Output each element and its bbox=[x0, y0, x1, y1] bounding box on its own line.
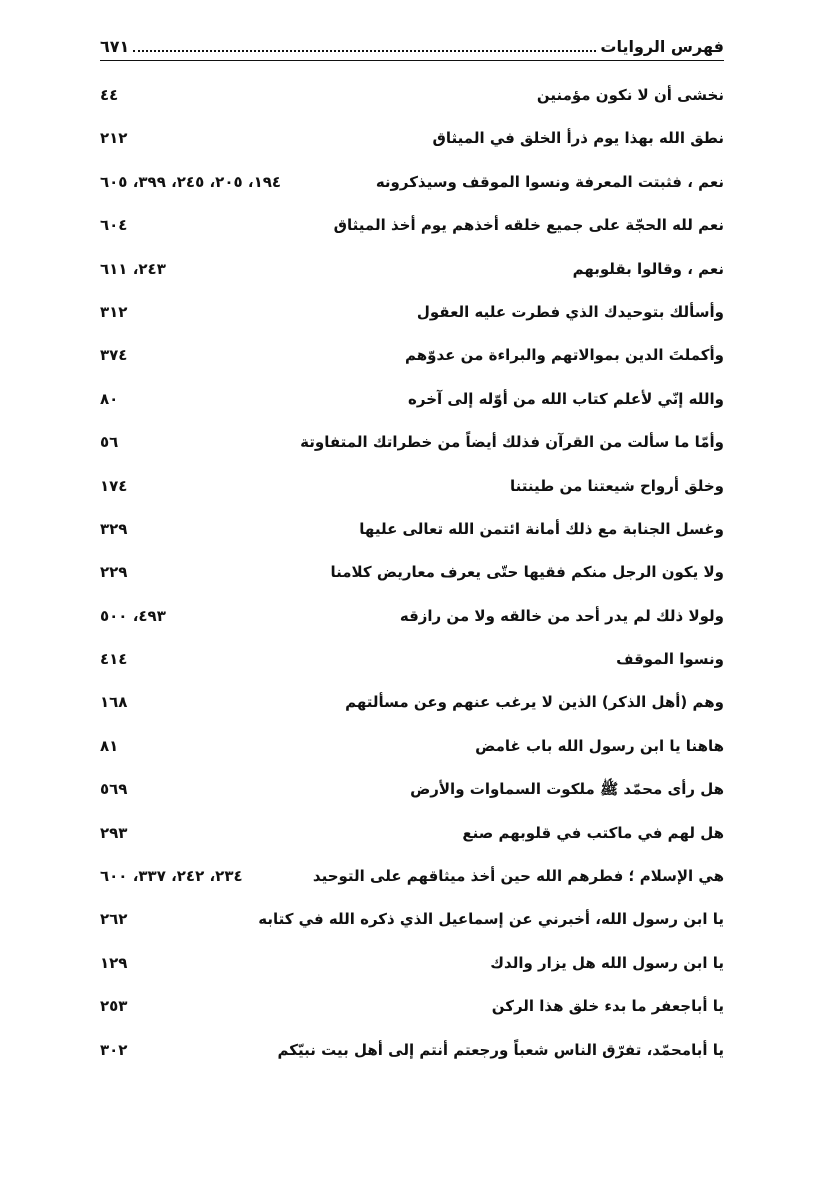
entry-text: وغسل الجنابة مع ذلك أمانة ائتمن الله تعالى عليها bbox=[359, 519, 724, 538]
index-entry bbox=[100, 859, 724, 902]
entry-text: وأسألك بتوحيدك الذي فطرت عليه العقول bbox=[416, 302, 724, 321]
index-entry bbox=[100, 512, 724, 555]
entry-page-numbers: ٦٠٤ bbox=[100, 216, 128, 235]
entry-page-numbers: ١٩٤، ٢٠٥، ٢٤٥، ٣٩٩، ٦٠٥ bbox=[100, 172, 282, 191]
entry-page-numbers: ٥٦ bbox=[100, 433, 119, 452]
header-dot-leader bbox=[133, 50, 596, 52]
entry-page-numbers: ٤٩٣، ٥٠٠ bbox=[100, 606, 166, 625]
entry-page-numbers: ٥٦٩ bbox=[100, 780, 128, 799]
entry-text: ولولا ذلك لم يدر أحد من خالقه ولا من رازقه bbox=[399, 606, 724, 625]
entry-page-numbers: ١٢٩ bbox=[100, 953, 128, 972]
index-entry bbox=[100, 729, 724, 772]
entry-text: والله إنّي لأعلم كتاب الله من أوّله إلى آخره bbox=[408, 389, 724, 408]
entry-page-numbers: ٨٠ bbox=[100, 389, 119, 408]
entry-text: يا أبامحمّد، تفرّق الناس شعباً ورجعتم أنتم إلى أهل بيت نبيّكم bbox=[277, 1040, 724, 1059]
entry-page-numbers: ٢٥٣ bbox=[100, 997, 128, 1016]
entry-text: هي الإسلام ؛ فطرهم الله حين أخذ ميثاقهم على التوحيد bbox=[312, 867, 724, 886]
index-entry bbox=[100, 469, 724, 512]
entry-page-numbers: ٣٧٤ bbox=[100, 346, 128, 365]
entry-page-numbers: ٢٣٤، ٢٤٢، ٣٣٧، ٦٠٠ bbox=[100, 867, 243, 886]
entry-text: نطق الله بهذا يوم ذرأ الخلق في الميثاق bbox=[432, 129, 724, 148]
entry-text: وأكملتَ الدين بموالاتهم والبراءة من عدوّهم bbox=[404, 346, 724, 365]
entry-page-numbers: ٢٦٢ bbox=[100, 910, 128, 929]
index-entry bbox=[100, 816, 724, 859]
header-title: فهرس الروايات bbox=[600, 37, 724, 56]
index-entry bbox=[100, 78, 724, 121]
entry-text: نعم لله الحجّة على جميع خلقه أخذهم يوم أخذ الميثاق bbox=[333, 216, 724, 235]
entry-page-numbers: ١٧٤ bbox=[100, 476, 128, 495]
entry-page-numbers: ٤٤ bbox=[100, 86, 119, 104]
index-entry bbox=[100, 902, 724, 945]
index-entry bbox=[100, 599, 724, 642]
index-entry bbox=[100, 989, 724, 1032]
entry-text: هل لهم في ماكتب في قلوبهم صنع bbox=[462, 823, 724, 842]
index-entry bbox=[100, 1033, 724, 1076]
index-entry bbox=[100, 555, 724, 598]
index-entry bbox=[100, 425, 724, 468]
entry-text: نخشى أن لا نكون مؤمنين bbox=[536, 86, 724, 104]
entry-page-numbers: ٢٩٣ bbox=[100, 823, 128, 842]
entry-text: هل رأى محمّد ﷺ ملكوت السماوات والأرض bbox=[410, 780, 724, 799]
entry-text: نعم ، فثبتت المعرفة ونسوا الموقف وسيذكرونه bbox=[375, 172, 724, 191]
entry-text: ونسوا الموقف bbox=[616, 650, 724, 669]
entry-text: يا أباجعفر ما بدء خلق هذا الركن bbox=[491, 997, 724, 1016]
index-entry bbox=[100, 252, 724, 295]
index-entry bbox=[100, 946, 724, 989]
entry-page-numbers: ١٦٨ bbox=[100, 693, 128, 712]
entry-text: وهم (أهل الذكر) الذين لا يرغب عنهم وعن مسألتهم bbox=[345, 693, 724, 712]
entry-text: وخلق أرواح شيعتنا من طينتنا bbox=[510, 476, 724, 495]
narrations-index-list bbox=[100, 78, 724, 1076]
index-entry bbox=[100, 295, 724, 338]
entry-page-numbers: ٣٠٢ bbox=[100, 1040, 128, 1059]
index-entry bbox=[100, 165, 724, 208]
page-number: ٦٧١ bbox=[100, 37, 130, 56]
entry-page-numbers: ٢٢٩ bbox=[100, 563, 128, 582]
entry-text: هاهنا يا ابن رسول الله باب غامض bbox=[475, 736, 724, 755]
index-entry bbox=[100, 685, 724, 728]
entry-text: يا ابن رسول الله هل يزار والدك bbox=[490, 953, 724, 972]
index-entry bbox=[100, 642, 724, 685]
entry-text: يا ابن رسول الله، أخبرني عن إسماعيل الذي ذكره الله في كتابه bbox=[258, 910, 724, 929]
index-entry bbox=[100, 208, 724, 251]
entry-page-numbers: ٢١٢ bbox=[100, 129, 128, 148]
entry-page-numbers: ٣٢٩ bbox=[100, 519, 128, 538]
entry-page-numbers: ٢٤٣، ٦١١ bbox=[100, 259, 166, 278]
index-entry bbox=[100, 382, 724, 425]
entry-text: ولا يكون الرجل منكم فقيها حتّى يعرف معاريض كلامنا bbox=[330, 563, 724, 582]
index-entry bbox=[100, 338, 724, 381]
running-header bbox=[100, 32, 724, 61]
entry-text: نعم ، وقالوا بقلوبهم bbox=[572, 259, 724, 278]
entry-page-numbers: ٤١٤ bbox=[100, 650, 128, 669]
index-entry bbox=[100, 121, 724, 164]
entry-page-numbers: ٣١٢ bbox=[100, 302, 128, 321]
index-entry bbox=[100, 772, 724, 815]
entry-page-numbers: ٨١ bbox=[100, 736, 119, 755]
entry-text: وأمّا ما سألت من القرآن فذلك أيضاً من خطراتك المتفاوتة bbox=[300, 433, 724, 452]
